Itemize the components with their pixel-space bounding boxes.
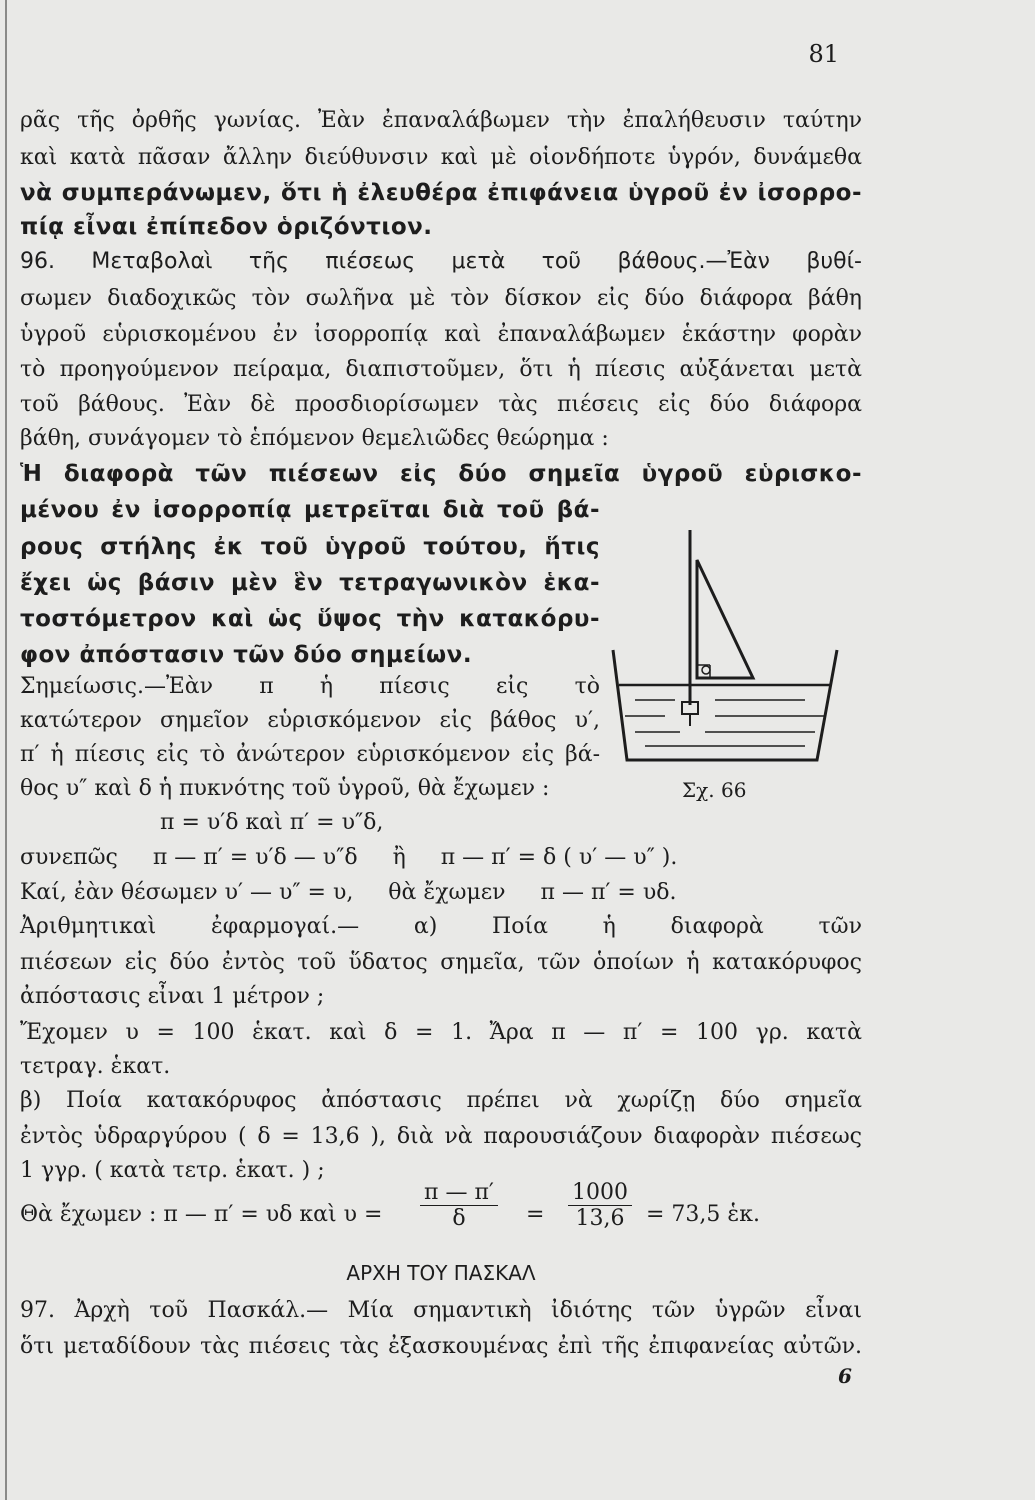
note-line: θος υ″ καὶ δ ἡ πυκνότης τοῦ ὑγροῦ, θὰ ἔχωμεν : bbox=[20, 776, 550, 801]
text-line: βάθη, συνάγομεν τὸ ἑπόμενον θεμελιῶδες θεώρημα : bbox=[20, 426, 609, 451]
note-line: κατώτερον σημεῖον εὑρισκόμενον εἰς βάθος υ′, bbox=[20, 708, 600, 733]
text-line: πίᾳ εἶναι ἐπίπεδον ὁριζόντιον. bbox=[20, 214, 433, 240]
text-line: σωμεν διαδοχικῶς τὸν σωλῆνα μὲ τὸν δίσκον εἰς δύο διάφορα βάθη bbox=[20, 286, 862, 311]
formula-prefix: Θὰ ἔχωμεν : π — π′ = υδ καὶ υ = bbox=[20, 1202, 383, 1227]
theorem-line: ἔχει ὡς βάσιν μὲν ἓν τετραγωνικὸν ἑκα- bbox=[20, 570, 600, 596]
text-line: καὶ κατὰ πᾶσαν ἄλλην διεύθυνσιν καὶ μὲ οἱονδήποτε ὑγρόν, δυνάμεθα bbox=[20, 145, 862, 170]
figure-66-vessel-diagram bbox=[605, 520, 845, 775]
fraction-2-numerator: 1000 bbox=[568, 1180, 632, 1206]
set-square bbox=[697, 560, 753, 678]
text-line: ἐντὸς ὑδραργύρου ( δ = 13,6 ), διὰ νὰ παρουσιάζουν διαφορὰν πιέσεως bbox=[20, 1124, 862, 1149]
text-line: νὰ συμπεράνωμεν, ὅτι ἡ ἐλευθέρα ἐπιφάνεια ὑγροῦ ἐν ἰσορρο- bbox=[20, 180, 862, 206]
theorem-line: φον ἀπόστασιν τῶν δύο σημείων. bbox=[20, 642, 473, 668]
fraction-1-denominator: δ bbox=[452, 1206, 466, 1231]
text-line: τετραγ. ἑκατ. bbox=[20, 1054, 171, 1079]
signature-mark: 6 bbox=[838, 1364, 852, 1388]
formula-equals: = bbox=[526, 1202, 545, 1227]
text-line: Ἔχομεν υ = 100 ἑκατ. καὶ δ = 1. Ἄρα π — π′ = 100 γρ. κατὰ bbox=[20, 1020, 862, 1045]
section-heading-97: 97. Ἀρχὴ τοῦ Πασκάλ.— Μία σημαντικὴ ἰδιότης τῶν ὑγρῶν εἶναι bbox=[20, 1298, 862, 1323]
fraction-1 bbox=[420, 1180, 498, 1231]
equation-line: Καί, ἐὰν θέσωμεν υ′ — υ″ = υ, θὰ ἔχωμεν π — π′ = υδ. bbox=[20, 880, 677, 905]
fraction-2-denominator: 13,6 bbox=[575, 1206, 625, 1231]
equation-line: συνεπῶς π — π′ = υ′δ — υ″δ ἢ π — π′ = δ ( υ′ — υ″ ). bbox=[20, 845, 678, 870]
theorem-line: μένου ἐν ἰσορροπίᾳ μετρεῖται διὰ τοῦ βά- bbox=[20, 497, 600, 523]
theorem-line: τοστόμετρον καὶ ὡς ὕψος τὴν κατακόρυ- bbox=[20, 606, 600, 632]
applications-line: Ἀριθμητικαὶ ἐφαρμογαί.— α) Ποία ἡ διαφορὰ τῶν bbox=[20, 914, 862, 939]
section-heading-pascal: ΑΡΧΗ ΤΟΥ ΠΑΣΚΑΛ bbox=[346, 1261, 536, 1285]
equation-line: π = υ′δ καὶ π′ = υ″δ, bbox=[160, 810, 384, 835]
fraction-1-numerator: π — π′ bbox=[420, 1180, 498, 1206]
text-line: πιέσεων εἰς δύο ἐντὸς τοῦ ὕδατος σημεῖα, τῶν ὁποίων ἡ κατακόρυφος bbox=[20, 950, 862, 975]
fraction-2 bbox=[568, 1180, 632, 1231]
text-line: τὸ προηγούμενον πείραμα, διαπιστοῦμεν, ὅτι ἡ πίεσις αὐξάνεται μετὰ bbox=[20, 357, 862, 382]
page-edge-shadow bbox=[5, 0, 7, 1500]
figure-caption: Σχ. 66 bbox=[682, 778, 747, 802]
text-line: ὑγροῦ εὑρισκομένου ἐν ἰσορροπίᾳ καὶ ἐπαναλάβωμεν ἑκάστην φορὰν bbox=[20, 322, 862, 347]
text-line: β) Ποία κατακόρυφος ἀπόστασις πρέπει νὰ χωρίζῃ δύο σημεῖα bbox=[20, 1088, 862, 1113]
theorem-line: Ἡ διαφορὰ τῶν πιέσεων εἰς δύο σημεῖα ὑγροῦ εὑρισκο- bbox=[20, 461, 862, 487]
text-line: ἀπόστασις εἶναι 1 μέτρον ; bbox=[20, 984, 325, 1009]
text-line: τοῦ βάθους. Ἐὰν δὲ προσδιορίσωμεν τὰς πιέσεις εἰς δύο διάφορα bbox=[20, 392, 862, 417]
text-line: ρᾶς τῆς ὀρθῆς γωνίας. Ἐὰν ἐπαναλάβωμεν τὴν ἐπαλήθευσιν ταύτην bbox=[20, 108, 862, 133]
page-number: 81 bbox=[808, 40, 839, 68]
theorem-line: ρους στήλης ἐκ τοῦ ὑγροῦ τούτου, ἥτις bbox=[20, 534, 600, 560]
text-line: ὅτι μεταδίδουν τὰς πιέσεις τὰς ἐξασκουμένας ἐπὶ τῆς ἐπιφανείας αὐτῶν. bbox=[20, 1334, 862, 1359]
text-line: 1 γγρ. ( κατὰ τετρ. ἑκατ. ) ; bbox=[20, 1158, 325, 1183]
formula-result: = 73,5 ἑκ. bbox=[646, 1202, 760, 1227]
note-line: π′ ἡ πίεσις εἰς τὸ ἀνώτερον εὑρισκόμενον εἰς βά- bbox=[20, 742, 600, 767]
section-heading-96: 96. Μεταβολαὶ τῆς πιέσεως μετὰ τοῦ βάθους.—Ἐὰν βυθί- bbox=[20, 249, 862, 274]
vessel-outline bbox=[613, 650, 837, 760]
note-line: Σημείωσις.—Ἐὰν π ἡ πίεσις εἰς τὸ bbox=[20, 674, 600, 699]
